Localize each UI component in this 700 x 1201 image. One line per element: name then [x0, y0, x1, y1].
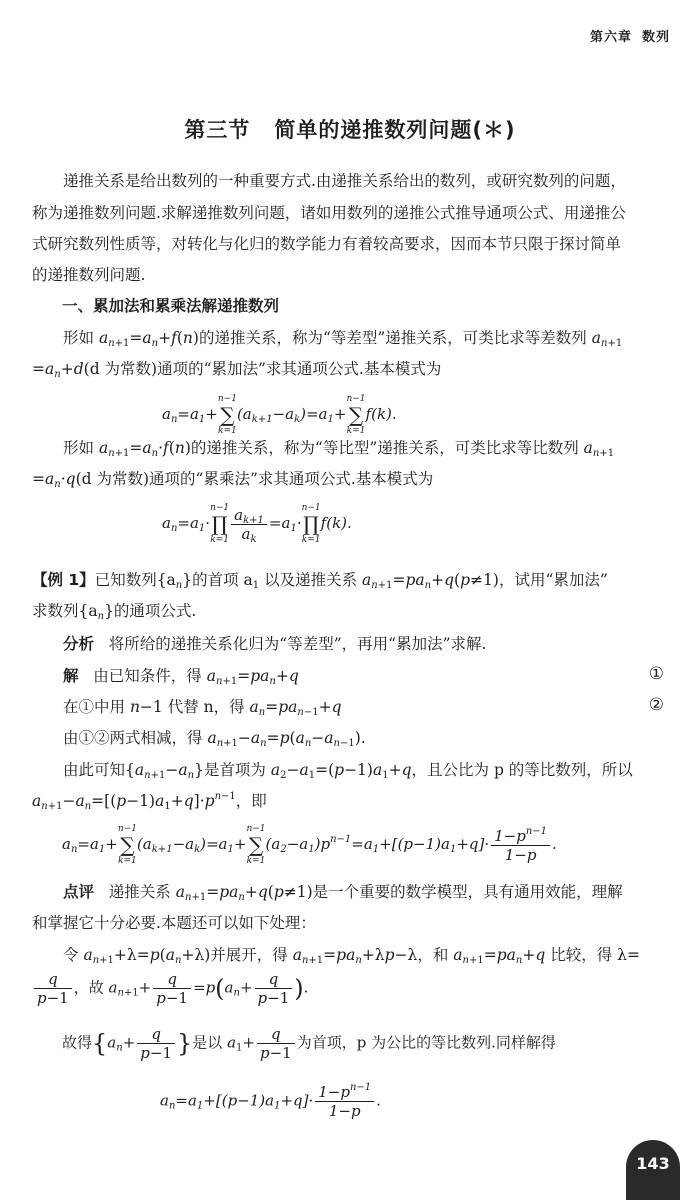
example-1-line-2: 求数列$\{a_n\}$的通项公式. [32, 602, 197, 622]
equation-marker-2: ② [648, 695, 664, 715]
intro-line-1: 递推关系是给出数列的一种重要方式.由递推关系给出的数列，或研究数列的问题， [63, 172, 626, 190]
header-topic: 数列 [641, 30, 670, 45]
solution-formula: $a_n=a_1+$ n−1 ∑ k=1 $(a_{k+1}-a_k)=a_1+$ n−1 ∑ k=1 $(a_2-a_1)p^{n-1}=a_1+[(p-1)a_1+q]\cdot$ $\frac{1-p^{n-1}}{1-p}$ . [62, 824, 557, 866]
running-header [590, 26, 670, 45]
solution-line-2: 在①中用 n−1 代替 n，得 $a_n=pa_{n-1}+q$ [63, 698, 342, 718]
example-1-label: 【例 1】 [32, 571, 95, 589]
comment-label: 点评 [63, 883, 95, 901]
additive-line-2: $=a_n+d(d$ 为常数)通项的“累加法”求其通项公式.基本模式为 [32, 360, 442, 380]
multiplicative-formula: $a_n=a_1\cdot$ n−1 ∏ k=1 $\frac{a_{k+1}}{a_k}$ $=a_1\cdot$ n−1 ∏ k=1 f(k). [162, 503, 352, 545]
page-number: 143 [636, 1154, 670, 1173]
example-1-line-1: 【例 1】已知数列$\{a_n\}$的首项 $a_1$ 以及递推关系 $a_{n+1}=pa_n+q(p\ne 1)$，试用“累加法” [32, 571, 608, 591]
comment-line-3: 令 $a_{n+1}+\lambda=p(a_n+\lambda)$并展开，得 $a_{n+1}=pa_n+\lambda p-\lambda$，和 $a_{n+1}=pa_n+q$ 比较，得 λ= [63, 946, 640, 966]
header-chapter: 第六章 [589, 30, 632, 45]
equation-marker-1: ① [648, 664, 664, 684]
comment-line-1: 点评 递推关系 $a_{n+1}=pa_n+q(p\ne 1)$是一个重要的数学模型，具有通用效能，理解 [63, 883, 623, 903]
intro-line-4: 的递推数列问题. [32, 266, 146, 284]
multiplicative-line-2: $=a_n\cdot q(d$ 为常数)通项的“累乘法”求其通项公式.基本模式为 [32, 470, 434, 490]
solution-line-5: $a_{n+1}-a_n=[(p-1)a_1+q]\cdot p^{n-1}$，即 [32, 791, 267, 812]
solution-line-1: 解 由已知条件，得 $a_{n+1}=pa_n+q$ [63, 667, 299, 687]
solution-line-4: 由此可知$\{a_{n+1}-a_n\}$是首项为 $a_2-a_1=(p-1)a_1+q$，且公比为 p 的等比数列，所以 [63, 761, 633, 781]
solution-line-3: 由①②两式相减，得 $a_{n+1}-a_n=p(a_n-a_{n-1})$. [63, 729, 366, 749]
analysis-line: 分析 将所给的递推关系化归为“等差型”，再用“累加法”求解. [63, 635, 487, 653]
section-title [0, 114, 700, 144]
comment-line-2: 和掌握它十分必要.本题还可以如下处理： [32, 914, 316, 932]
multiplicative-line-1: 形如 $a_{n+1}=a_n\cdot f(n)$的递推关系，称为“等比型”递推关系，可类比求等比数列 $a_{n+1}$ [63, 439, 615, 459]
page-number-tab [626, 1140, 680, 1200]
final-formula: $a_n=a_1+[(p-1)a_1+q]\cdot$ $\frac{1-p^{n-1}}{1-p}$ . [160, 1082, 381, 1120]
subsection-heading: 一、累加法和累乘法解递推数列 [62, 297, 280, 315]
section-name: 简单的递推数列问题(＊) [274, 118, 516, 142]
comment-line-5: 故得{$a_n+$ $\frac{q}{p-1}$ }是以 $a_1+$ $\frac{q}{p-1}$ 为首项，p 为公比的等比数列.同样解得 [62, 1025, 556, 1062]
solution-label: 解 [63, 667, 79, 685]
analysis-label: 分析 [63, 635, 95, 653]
section-number: 第三节 [184, 118, 251, 142]
comment-line-4: $\frac{q}{p-1}$ ，故 $a_{n+1}+$ $\frac{q}{p-1}$ $=p(a_n+$ $\frac{q}{p-1}$ ). [32, 970, 308, 1007]
additive-formula: $a_n=a_1+$ n−1 ∑ k=1 $(a_{k+1}-a_k)=a_1+$ n−1 ∑ k=1 f(k). [162, 394, 397, 436]
additive-line-1: 形如 $a_{n+1}=a_n+f(n)$的递推关系，称为“等差型”递推关系，可类比求等差数列 $a_{n+1}$ [63, 329, 623, 349]
intro-line-2: 称为递推数列问题.求解递推数列问题，诸如用数列的递推公式推导通项公式、用递推公 [32, 204, 626, 222]
intro-line-3: 式研究数列性质等，对转化与化归的数学能力有着较高要求，因而本节只限于探讨简单 [32, 235, 622, 253]
